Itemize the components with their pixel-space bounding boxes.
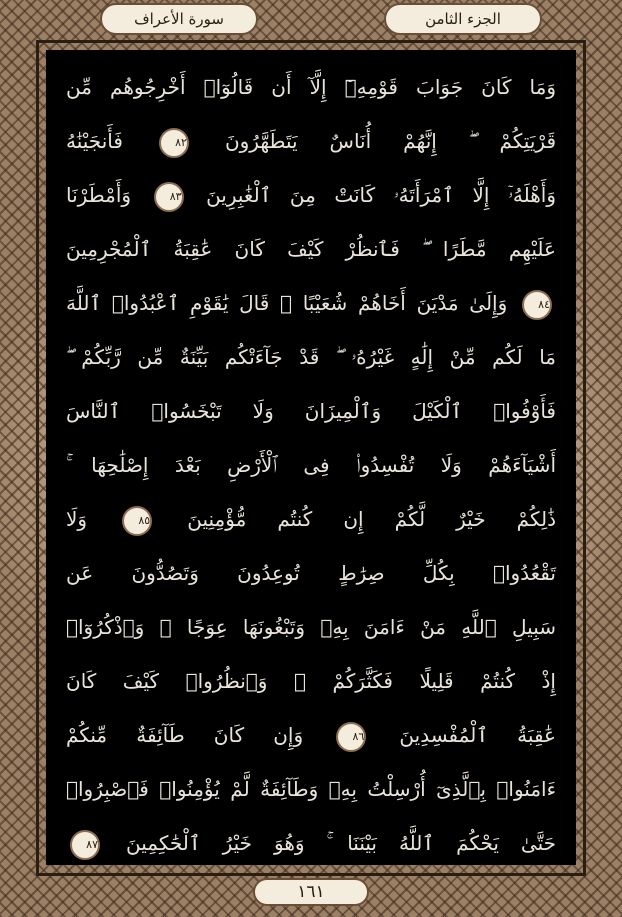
ayah-number-marker: ٨٣ <box>154 182 184 212</box>
ayah-number-marker: ٨٢ <box>159 128 189 158</box>
verse-text: وَأَهْلَهُۥٓ إِلَّا ٱمْرَأَتَهُۥ كَانَتْ مِنَ ٱلْغَٰبِرِينَ <box>206 183 557 207</box>
verse-line <box>46 114 576 168</box>
verse-line <box>46 708 576 762</box>
verse-text: وَإِن كَانَ طَآئِفَةٌ مِّنكُمْ <box>66 723 304 747</box>
verse-text: فَأَنجَيْنَٰهُ <box>66 129 123 153</box>
verse-text: مَا لَكُم مِّنْ إِلَٰهٍ غَيْرُهُۥ ۖ قَدْ جَآءَتْكُم بَيِّنَةٌ مِّن رَّبِّكُمْ ۖ <box>66 345 556 369</box>
surah-name-label: سورة الأعراف <box>134 10 224 28</box>
verse-text: سَبِيلِ ٱللَّهِ مَنْ ءَامَنَ بِهِۦ وَتَبْغُونَهَا عِوَجًا ۚ وَٱذْكُرُوٓا۟ <box>66 615 556 639</box>
text-panel <box>46 50 576 865</box>
verse-line <box>46 492 576 546</box>
verse-line <box>46 762 576 816</box>
verse-text: عَلَيْهِم مَّطَرًا ۖ فَٱنظُرْ كَيْفَ كَانَ عَٰقِبَةُ ٱلْمُجْرِمِينَ <box>66 237 556 261</box>
verse-line <box>46 276 576 330</box>
verse-text: تَقْعُدُوا۟ بِكُلِّ صِرَٰطٍ تُوعِدُونَ وَتَصُدُّونَ عَن <box>66 561 556 585</box>
verse-text: قَرْيَتِكُمْ ۖ إِنَّهُمْ أُنَاسٌ يَتَطَهَّرُونَ <box>224 129 557 153</box>
verse-text: حَتَّىٰ يَحْكُمَ ٱللَّهُ بَيْنَنَا ۚ وَهُوَ خَيْرُ ٱلْحَٰكِمِينَ <box>126 831 556 855</box>
verse-text: إِذْ كُنتُمْ قَلِيلًا فَكَثَّرَكُمْ ۖ وَٱنظُرُوا۟ كَيْفَ كَانَ <box>66 669 556 693</box>
verse-line <box>46 816 576 870</box>
juz-label: الجزء الثامن <box>425 10 501 28</box>
verse-line <box>46 60 576 114</box>
verse-line <box>46 438 576 492</box>
verse-text: وَمَا كَانَ جَوَابَ قَوْمِهِۦٓ إِلَّآ أَن قَالُوٓا۟ أَخْرِجُوهُم مِّن <box>66 75 556 99</box>
verse-line <box>46 222 576 276</box>
verse-text: وَلَا <box>66 507 88 531</box>
ayah-number-marker: ٨٥ <box>122 506 152 536</box>
verse-text: وَأَمْطَرْنَا <box>66 183 132 207</box>
verse-text: عَٰقِبَةُ ٱلْمُفْسِدِينَ <box>399 723 556 747</box>
verse-line <box>46 168 576 222</box>
verse-text: أَشْيَآءَهُمْ وَلَا تُفْسِدُوا۟ فِى ٱلْأَرْضِ بَعْدَ إِصْلَٰحِهَا ۚ <box>66 453 556 477</box>
surah-name-header <box>100 3 258 35</box>
verse-line <box>46 330 576 384</box>
verse-line <box>46 600 576 654</box>
verse-line <box>46 654 576 708</box>
page-number: ١٦١ <box>297 882 325 902</box>
juz-header <box>384 3 542 35</box>
verse-line <box>46 384 576 438</box>
ayah-number-marker: ٨٤ <box>522 290 552 320</box>
ayah-number-marker: ٨٧ <box>70 830 100 860</box>
verse-line <box>46 546 576 600</box>
verse-text: ذَٰلِكُمْ خَيْرٌ لَّكُمْ إِن كُنتُم مُّؤْمِنِينَ <box>187 507 557 531</box>
verse-text: ءَامَنُوا۟ بِٱلَّذِىٓ أُرْسِلْتُ بِهِۦ وَطَآئِفَةٌ لَّمْ يُؤْمِنُوا۟ فَٱصْبِرُوا۟ <box>66 777 556 801</box>
page-number-badge <box>253 878 369 906</box>
verse-lines <box>46 60 576 870</box>
ayah-number-marker: ٨٦ <box>336 722 366 752</box>
verse-text: فَأَوْفُوا۟ ٱلْكَيْلَ وَٱلْمِيزَانَ وَلَا تَبْخَسُوا۟ ٱلنَّاسَ <box>66 399 556 423</box>
verse-text: وَإِلَىٰ مَدْيَنَ أَخَاهُمْ شُعَيْبًا ۗ قَالَ يَٰقَوْمِ ٱعْبُدُوا۟ ٱللَّهَ <box>66 291 508 315</box>
